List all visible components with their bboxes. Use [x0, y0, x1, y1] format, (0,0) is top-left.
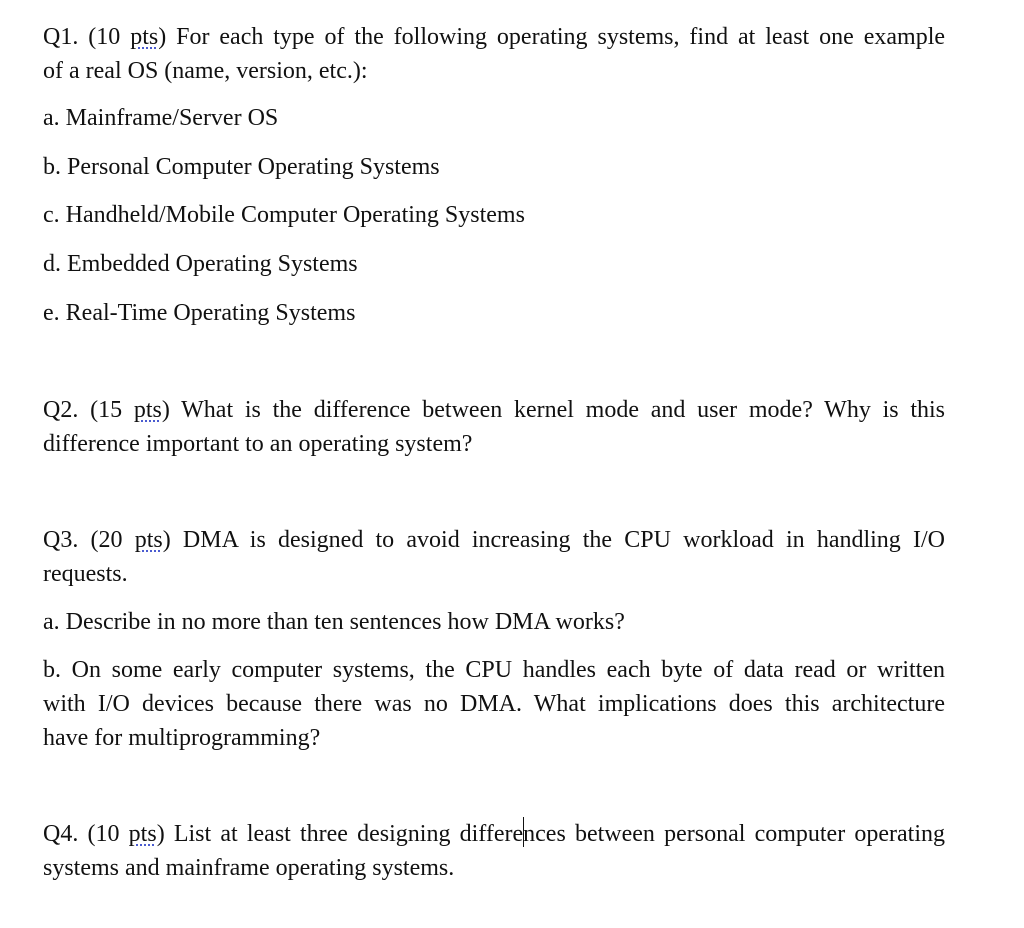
q3-line-2: requests. [43, 561, 128, 587]
q3-pts: pts [134, 527, 163, 553]
q3-line-1 [43, 523, 945, 557]
q1-item-d-text: d. Embedded Operating Systems [43, 251, 358, 277]
q1-item-c-text: c. Handheld/Mobile Computer Operating Systems [43, 202, 525, 228]
q1-item-e [43, 296, 945, 330]
q1-text-rest: ) For each type of the following operating systems, find at least one example [158, 24, 946, 50]
q1-item-d [43, 247, 945, 281]
q1-label: Q1. (10 [43, 24, 131, 50]
question-3 [43, 523, 945, 591]
q2-line-2: difference important to an operating system? [43, 431, 473, 457]
q1-item-e-text: e. Real-Time Operating Systems [43, 300, 356, 326]
q4-text-a: ) List at least three designing differe [156, 821, 524, 847]
q2-pts: pts [133, 397, 162, 423]
q4-label: Q4. (10 [43, 821, 129, 847]
q3-part-a [43, 605, 945, 639]
q1-item-b-text: b. Personal Computer Operating Systems [43, 154, 440, 180]
q1-item-a-text: a. Mainframe/Server OS [43, 105, 279, 131]
question-4 [43, 817, 945, 885]
q3-part-b-line-1: b. On some early computer systems, the CPU handles each byte of data read or written [43, 657, 945, 683]
q3-text-rest: ) DMA is designed to avoid increasing the CPU workload in handling I/O [162, 527, 945, 553]
q2-label: Q2. (15 [43, 397, 134, 423]
q1-item-c [43, 198, 945, 232]
q4-line-2: systems and mainframe operating systems. [43, 855, 455, 881]
q3-label: Q3. (20 [43, 527, 135, 553]
q3-part-b [43, 653, 945, 755]
q1-item-b [43, 150, 945, 184]
q4-pts: pts [128, 821, 157, 847]
q4-line-1 [43, 817, 945, 851]
q2-line-1 [43, 393, 945, 427]
q1-pts: pts [130, 24, 159, 50]
q3-part-b-line-2: with I/O devices because there was no DMA. What implications does this architecture [43, 691, 945, 717]
question-1 [43, 20, 945, 88]
q2-text-rest: ) What is the difference between kernel mode and user mode? Why is this [161, 397, 946, 423]
q1-line-2: of a real OS (name, version, etc.): [43, 58, 368, 84]
question-2 [43, 393, 945, 461]
q1-line-1 [43, 20, 945, 54]
q4-text-b: nces between personal computer operating [523, 821, 946, 847]
q3-part-a-text: a. Describe in no more than ten sentences how DMA works? [43, 609, 625, 635]
q3-part-b-line-3: have for multiprogramming? [43, 725, 321, 751]
q1-item-a [43, 101, 945, 135]
